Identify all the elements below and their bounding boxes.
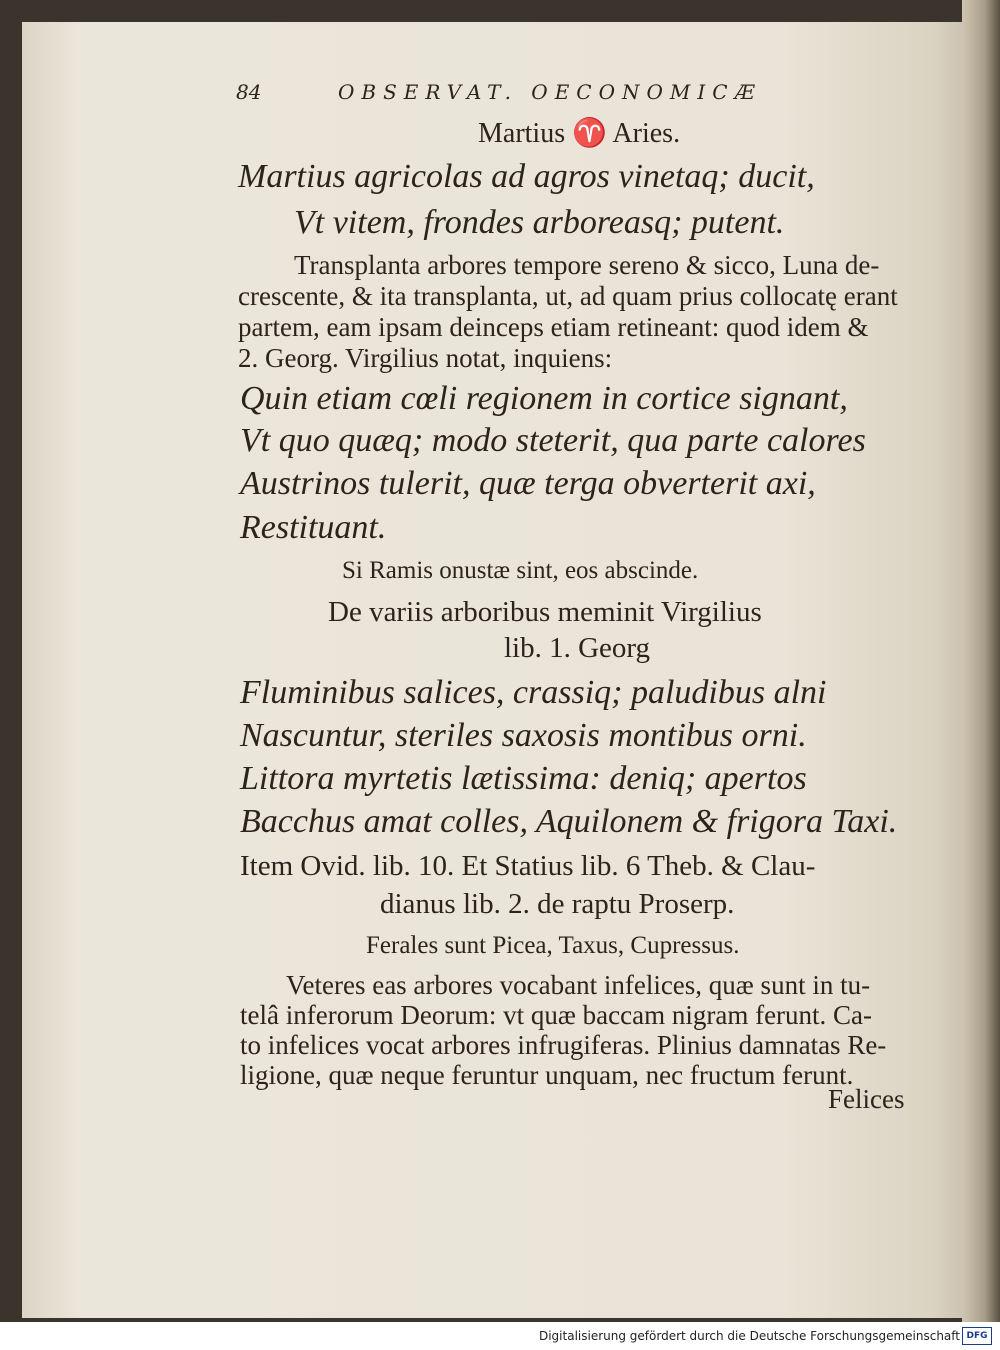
- citation-line: dianus lib. 2. de raptu Proserp.: [380, 888, 735, 920]
- digitization-footer: [0, 1322, 1000, 1350]
- prose-line: partem, eam ipsam deinceps etiam retineant: quod idem &: [238, 312, 869, 342]
- verse-line: Vt vitem, frondes arboreasq; putent.: [294, 204, 785, 241]
- citation-line: Item Ovid. lib. 10. Et Statius lib. 6 Theb. & Clau-: [240, 850, 816, 882]
- verse-line: Martius agricolas ad agros vinetaq; ducit,: [238, 158, 815, 195]
- facing-page-edge: [962, 0, 1000, 1322]
- footer-credit: Digitalisierung gefördert durch die Deutsche Forschungsgemeinschaft: [538, 1329, 960, 1343]
- prose-line: crescente, & ita transplanta, ut, ad quam prius collocatę erant: [238, 281, 898, 311]
- verse-line: Austrinos tulerit, quæ terga obverterit axi,: [240, 465, 816, 502]
- prose-line: Transplanta arbores tempore sereno & sicco, Luna de-: [294, 250, 880, 280]
- month-heading: Martius ♈ Aries.: [478, 118, 681, 149]
- catchword: Felices: [828, 1084, 905, 1114]
- verse-line: Quin etiam cœli regionem in cortice signant,: [240, 380, 848, 417]
- verse-line: Nascuntur, steriles saxosis montibus orni.: [240, 717, 807, 754]
- prose-line: ligione, quæ neque feruntur unquam, nec fructum ferunt.: [240, 1060, 854, 1090]
- verse-line: Restituant.: [240, 509, 387, 546]
- prose-line: to infelices vocat arbores infrugiferas. Plinius damnatas Re-: [240, 1030, 887, 1060]
- verse-line: Littora myrtetis lætissima: deniq; apertos: [240, 760, 807, 797]
- section-heading: De variis arboribus meminit Virgilius: [328, 596, 762, 628]
- rule-line: Si Ramis onustæ sint, eos abscinde.: [342, 557, 699, 584]
- running-title: OBSERVAT. OECONOMICÆ: [338, 80, 762, 104]
- book-page: [22, 22, 970, 1318]
- section-heading: lib. 1. Georg: [504, 632, 651, 664]
- verse-line: Vt quo quæq; modo steterit, qua parte calores: [240, 422, 866, 459]
- page-number: 84: [236, 80, 262, 104]
- prose-line: Veteres eas arbores vocabant infelices, quæ sunt in tu-: [286, 970, 871, 1000]
- prose-line: 2. Georg. Virgilius notat, inquiens:: [238, 343, 613, 373]
- section-heading: Ferales sunt Picea, Taxus, Cupressus.: [366, 932, 740, 959]
- prose-line: telâ inferorum Deorum: vt quæ baccam nigram ferunt. Ca-: [240, 1000, 873, 1030]
- verse-line: Fluminibus salices, crassiq; paludibus alni: [240, 674, 827, 711]
- verse-line: Bacchus amat colles, Aquilonem & frigora Taxi.: [240, 803, 898, 840]
- dfg-logo-icon: DFG: [962, 1327, 992, 1345]
